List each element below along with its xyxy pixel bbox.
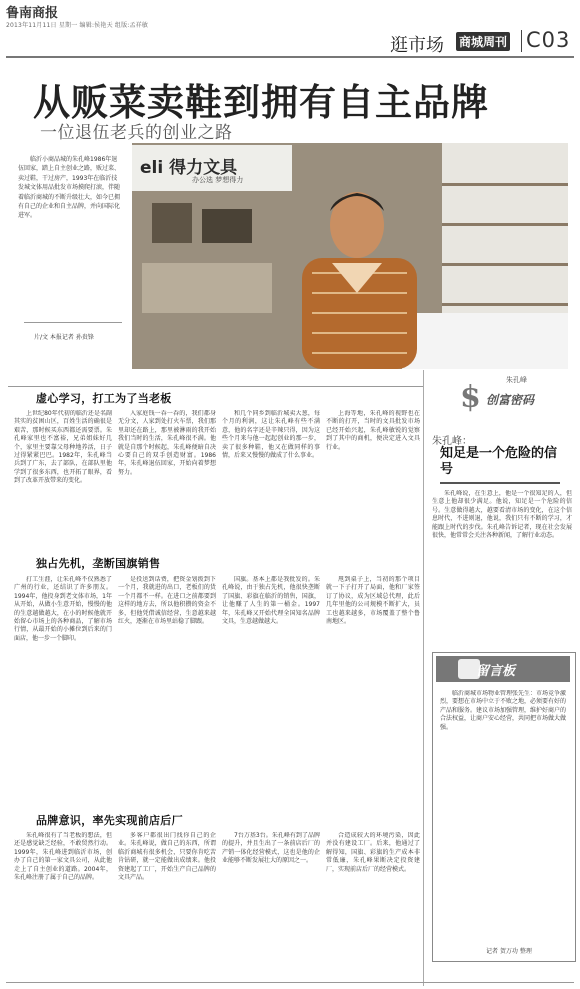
store-sign-brand: eli 得力文具	[140, 158, 238, 178]
article-column: 7台万基3台。朱孔峰有到了品牌的提升，并且生出了一条前店后厂的产销一体化经营模式，这也是他的企业能够不断发展壮大的原因之一。	[222, 832, 320, 865]
message-board-reporter: 记者 贺万功 整理	[486, 948, 532, 955]
article-column: 入家庭钱一吞一吞的，我们都身无分文，人家到处打火车票，我们那里却还在路上，那里被淋雨的我开始我们当时的生活，朱孔峰很不满。他就是自那个时候起，朱孔峰便暗自决心要自己的双手创造财富。1986年，朱孔峰退伍回家，开始向着梦想努力。	[118, 410, 216, 476]
newspaper-name: 鲁南商报	[6, 6, 59, 21]
sidebar-rule	[423, 370, 424, 986]
page-number: C03	[526, 28, 571, 52]
portrait-figure	[282, 163, 432, 369]
article-column: 多客户都很出门找你自己的企业。朱孔峰说，做自己的东西，所谓临沂商城有很多机会，只要你肯吃苦肯钻研，就一定能做出成绩来。他投资建起了工厂，开始生产自己品牌的文具产品。	[118, 832, 216, 882]
article-column: 合造成较大的环境污染，因此并没有建设工厂。后来，他通过了解得知，国旗、彩旗的生产成本非常低廉，朱孔峰果断决定投资建厂，实现前店后厂的经营模式。	[326, 832, 420, 873]
photo-caption: 朱孔峰	[506, 376, 527, 384]
store-sign-slogan: 办公选 梦想得力	[192, 176, 244, 184]
section-heading-2: 独占先机，垄断国旗销售	[36, 557, 161, 570]
column-body: 朱孔峰说，在生意上，他是一个很知足的人，但生意上他却很少满足。他说，知足是一个危险的信号。生意做得越大，越要看清市场的变化，在这个信息时代，不进则退，他说，我们只有不断的学习，才能跟上时代的步伐。朱孔峰告诉记者，现在社会发展很快，他常常会关注各种新闻，了解行业动态。	[432, 490, 572, 540]
header-rule	[6, 56, 574, 58]
article-column: 国旗。基本上都是我批发的。朱孔峰说，由于独占先机，他很快垄断了国旗、彩旗在临沂的销售，国旗，让他赚了人生的第一桶金。1997年，朱孔峰又开始代理全国知名品牌文具，生意越做越大。	[222, 576, 320, 626]
article-divider	[8, 386, 423, 387]
message-board-header	[436, 656, 570, 682]
subhead: 一位退伍老兵的创业之路	[40, 123, 233, 143]
headline: 从贩菜卖鞋到拥有自主品牌	[33, 80, 489, 124]
section-name: 逛市场	[390, 35, 444, 56]
feature-photo	[132, 143, 568, 369]
message-board-label: 留言板	[476, 664, 516, 679]
section-heading-3: 品牌意识，率先实现前店后厂	[36, 814, 183, 827]
wealth-code-label: 创富密码	[486, 393, 535, 407]
column-title-rule	[440, 482, 560, 484]
section-heading-1: 虚心学习，打工为了当老板	[36, 392, 172, 405]
article-column: 是投送到话费，把资金划拨到下一个月，我就进的出口，老板们的货一个月都不一样。在进口之前都要到这样的地方去，所以他积攒的资金不多，但他凭借诚信经营，生意越来越红火，逐渐在市场里站稳了脚跟。	[118, 576, 216, 626]
column-title: 知足是一个危险的信号	[440, 446, 558, 477]
header-separator	[521, 30, 522, 52]
column-author: 朱孔峰：	[432, 436, 472, 447]
article-column: 甩到桌子上，当初的那个项目就一下子打开了局面，他和厂家签订了协议，成为区域总代理，此后几年里他的公司规模不断扩大，员工也越来越多，市场覆盖了整个鲁南地区。	[326, 576, 420, 626]
footer-rule	[6, 982, 574, 983]
article-column: 上海等地，朱孔峰的视野也在不断的打开，当时的文具批发市场已经开始兴起，朱孔峰敏锐的觉察到了其中的商机，便决定进入文具行业。	[326, 410, 420, 451]
dollar-icon: $	[460, 380, 481, 415]
article-column: 上世纪80年代初的临沂还是名副其实的贫困山区，百姓生活的确很是艰苦，那时候买东西都还需要票。朱孔峰家里也不富裕，兄弟姐妹好几个，家里主要靠父母种地养活，日子过得紧紧巴巴。1982年，朱孔峰当兵到了广东，去了部队，在部队里他学到了很多东西，也开拓了眼界，看到了改革开放带来的变化。	[14, 410, 112, 485]
section-tag: 商城周刊	[456, 32, 510, 51]
dateline: 2013年11月11日 星期一 编辑:侯艳天 组版:孟祥敏	[6, 22, 149, 29]
message-board-body: 临沂商城市场物业管理张先生：市场竞争激烈，要想在市场中立于不败之地，必须要有好的产品和服务。建议市场加强管理，维护好商户的合法权益，让商户安心经营，共同把市场做大做强。	[440, 690, 566, 731]
display-counter	[142, 263, 272, 313]
wealth-code-tag	[458, 382, 574, 416]
intro-divider	[24, 322, 122, 323]
article-column: 朱孔峰很有了当老板的想法，但还是感觉缺乏经验，不敢贸然行动。1999年，朱孔峰进到临沂市场，创办了自己的第一家文具公司，从此他走上了自主创业的道路。2004年，朱孔峰注册了属于自己的品牌。	[14, 832, 112, 882]
article-column: 和几个同乡到临沂城卖大葱，每个月的利润，这让朱孔峰有些不满意，他的名字还是辛辣只得，因为这些个月来与他一起起创业的那一步，卖了很多种鞋，他又在做同样的事情，后来又慢慢的做成了什么事业。	[222, 410, 320, 460]
byline: 片/文 本报记者 孙贵锋	[34, 334, 94, 341]
product-box	[152, 203, 192, 243]
intro-paragraph: 临沂小商品城的朱孔峰1986年退伍回家，踏上自主创业之路，贩过菜、卖过鞋，干过房产，1993年在临沂技发城文体用品批发市场摸爬打滚，伴随着临沂商城的不断升级壮大，如今已拥有自己的企业和自主品牌，并向国际化进军。	[18, 156, 121, 220]
store-sign	[132, 145, 292, 191]
product-box	[202, 209, 252, 243]
article-column: 打工生涯，让朱孔峰不仅熟悉了广州的行业，还结识了许多朋友。1994年，他投身到老文体市场，1年从开始，从做小生意开始，慢慢的他的生意越做越大，在小的时候他就开始留心市场上的各种商品，了解市场行情，从最开始的小摊位到后来的门面店，他一步一个脚印。	[14, 576, 112, 642]
